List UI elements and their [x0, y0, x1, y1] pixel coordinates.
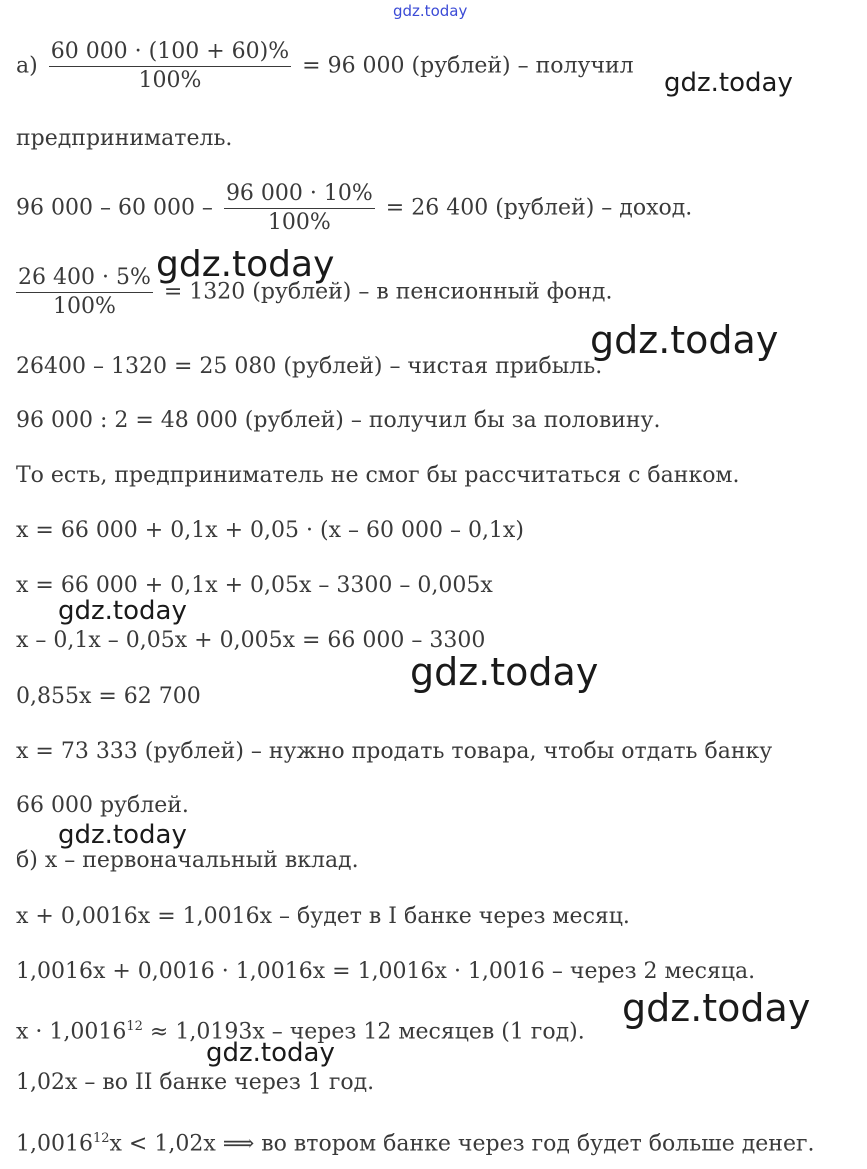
watermark: gdz.today: [590, 318, 779, 362]
part-label-a: а): [16, 53, 38, 79]
watermark: gdz.today: [622, 986, 811, 1030]
watermark: gdz.today: [206, 1038, 335, 1068]
line-a-text: = 96 000 (рублей) – получил: [302, 53, 634, 79]
watermark: gdz.today: [156, 244, 335, 285]
solution-line-11: x = 73 333 (рублей) – нужно продать товара, чтобы отдать банку: [16, 739, 773, 764]
watermark: gdz.today: [410, 650, 599, 694]
fraction-2: [224, 180, 375, 237]
fraction-3: [16, 264, 153, 321]
line-2-text: = 26 400 (рублей) – доход.: [385, 195, 693, 221]
solution-line-4: 26400 – 1320 = 25 080 (рублей) – чистая прибыль.: [16, 354, 603, 379]
fraction-a-denominator: 100%: [138, 68, 202, 93]
solution-line-a: [16, 38, 634, 95]
solution-line-17: 1,02x – во II банке через 1 год.: [16, 1070, 375, 1095]
solution-line-12: 66 000 рублей.: [16, 793, 189, 818]
fraction-2-denominator: 100%: [267, 210, 331, 235]
watermark: gdz.today: [58, 820, 187, 850]
solution-line-8: x = 66 000 + 0,1x + 0,05x – 3300 – 0,005x: [16, 573, 493, 598]
solution-line-15: 1,0016x + 0,0016 · 1,0016x = 1,0016x · 1,0016 – через 2 месяца.: [16, 959, 756, 984]
fraction-3-denominator: 100%: [52, 294, 116, 319]
line-2-lead: 96 000 – 60 000 –: [16, 195, 213, 221]
fraction-3-numerator: 26 400 · 5%: [16, 264, 153, 293]
solution-line-5: 96 000 : 2 = 48 000 (рублей) – получил бы за половину.: [16, 408, 661, 433]
fraction-a-numerator: 60 000 · (100 + 60)%: [49, 38, 291, 67]
solution-line-9: x – 0,1x – 0,05x + 0,005x = 66 000 – 3300: [16, 628, 486, 653]
line-18-base: 1,0016: [16, 1131, 93, 1157]
fraction-2-numerator: 96 000 · 10%: [224, 180, 375, 209]
solution-line-7: x = 66 000 + 0,1x + 0,05 · (x – 60 000 – 0,1x): [16, 518, 524, 543]
fraction-a: [49, 38, 291, 95]
line-3-text: = 1320 (рублей) – в пенсионный фонд.: [163, 279, 613, 305]
solution-line-18: [16, 1126, 815, 1157]
solution-line-a-cont: предприниматель.: [16, 126, 233, 151]
solution-line-13: б) x – первоначальный вклад.: [16, 848, 359, 873]
line-18-exponent: 12: [92, 1131, 110, 1146]
solution-line-2: [16, 180, 692, 237]
solution-line-10: 0,855x = 62 700: [16, 684, 201, 709]
line-16-exponent: 12: [126, 1019, 143, 1034]
line-16-text: ≈ 1,0193x – через 12 месяцев (1 год).: [142, 1019, 585, 1045]
watermark-top: gdz.today: [393, 2, 468, 20]
watermark: gdz.today: [664, 68, 793, 98]
solution-line-14: x + 0,0016x = 1,0016x – будет в I банке через месяц.: [16, 904, 630, 929]
solution-line-6: То есть, предприниматель не смог бы рассчитаться с банком.: [16, 463, 740, 488]
line-18-text: x < 1,02x ⟹ во втором банке через год будет больше денег.: [109, 1131, 815, 1157]
line-16-base: x · 1,0016: [16, 1019, 127, 1045]
watermark: gdz.today: [58, 596, 187, 626]
